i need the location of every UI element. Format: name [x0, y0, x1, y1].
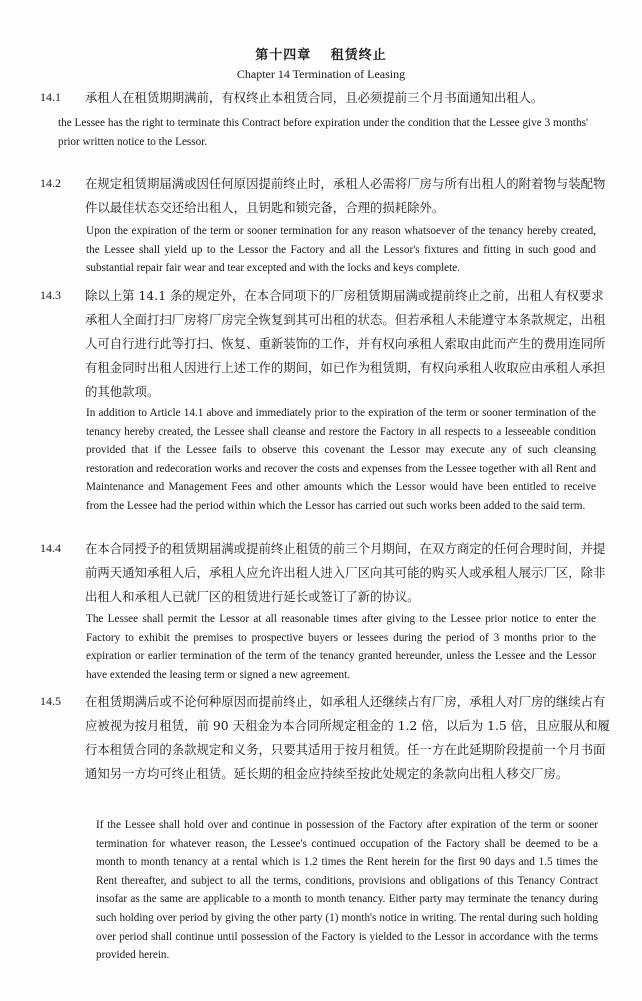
section-number: 14.1 — [40, 90, 61, 104]
section-text-english: If the Lessee shall hold over and continue in possession of the Factory after expiration of the term or sooner termination for whatever reason, the Lessee's continued occupation of the Factory shall be deemed to be a month to month tenancy at a rental which is 1.2 times the Rent herein for the first 90 days and 1.5 times the Rent thereafter, and subject to all the terms, conditions, provisions and obligations of this Tenancy Contract insofar as the same are applicable to a month to month tenancy. Either party may terminate the tenancy during such holding over period by giving the other party (1) month's notice in writing. The rental during such holding over period shall continue until possession of the Factory is yielded to the Lessor in accordance with the terms provided herein. — [96, 819, 598, 962]
section-text-english: Upon the expiration of the term or sooner termination for any reason whatsoever of the tenancy hereby created, the Lessee shall yield up to the Lessor the Factory and all the Lessor's fixtures and fitting in such good and substantial repair fair wear and tear excepted and with the locks and keys complete. — [86, 225, 596, 275]
section-text-chinese: 承租人在租赁期期满前，有权终止本租赁合同，且必须提前三个月书面通知出租人。 — [85, 90, 544, 105]
section-text-chinese: 在本合同授予的租赁期届满或提前终止租赁的前三个月期间，在双方商定的任何合理时间，并提前两天通知承租人后，承租人应允许出租人进入厂区向其可能的购买人或承租人展示厂区，除非出租人和承租人已就厂区的租赁进行延长或签订了新的协议。 — [85, 541, 606, 604]
section-text-english: In addition to Article 14.1 above and immediately prior to the expiration of the term or sooner termination of the tenancy hereby created, the Lessee shall cleanse and restore the Factory in all respects to a lesseeable condition provided that if the Lessee fails to observe this covenant the Lessor may execute any of such cleansing restoration and redecoration works and recover the costs and expenses from the Lessee together with all Rent and Maintenance and Management Fees and other amounts which the Lessor would have been entitled to receive from the Lessee had the period within which the Lessor has carried out such works been added to the said term. — [86, 407, 596, 512]
section-text-chinese: 除以上第 14.1 条的规定外，在本合同项下的厂房租赁期届满或提前终止之前，出租人有权要求承租人全面打扫厂房将厂房完全恢复到其可出租的状态。但若承租人未能遵守本条款规定，出租人可自行进行此等打扫、恢复、重新装饰的工作，并有权向承租人索取由此而产生的费用连同所有租金同时出租人因进行上述工作的期间，如已作为租赁期，有权向承租人收取应由承租人承担的其他款项。 — [85, 288, 606, 399]
section-number: 14.3 — [40, 288, 61, 302]
chapter-title-chinese: 第十四章 租赁终止 — [255, 48, 387, 63]
section-text-chinese: 在租赁期满后或不论何种原因而提前终止，如承租人还继续占有厂房，承租人对厂房的继续占有应被视为按月租赁，前 90 天租金为本合同所规定租金的 1.2 倍，以后为 1.5 倍，且应服从和履行本租赁合同的条款规定和义务，只要其适用于按月租赁。任一方在此延期阶段提前一个月书面通知另一方均可终止租赁。延长期的租金应持续至按此处规定的条款向出租人移交厂房。 — [85, 694, 610, 781]
chapter-title-english: Chapter 14 Termination of Leasing — [236, 67, 406, 81]
section-number: 14.2 — [40, 176, 61, 190]
section-number: 14.5 — [40, 694, 61, 708]
section-text-english: the Lessee has the right to terminate this Contract before expiration under the condition that the Lessee give 3 months' prior written notice to the Lessor. — [58, 117, 588, 148]
section-text-english: The Lessee shall permit the Lessor at all reasonable times after giving to the Lessee prior notice to enter the Factory to exhibit the premises to prospective buyers or lessees during the period of 3 months prior to the expiration or earlier termination of the term of the tenancy granted hereunder, unless the Lessee and the Lessor have extended the leasing term or signed a new agreement. — [86, 613, 596, 681]
section-number: 14.4 — [40, 541, 61, 555]
section-text-chinese: 在规定租赁期届满或因任何原因提前终止时，承租人必需将厂房与所有出租人的附着物与装配物件以最佳状态交还给出租人，且钥匙和锁完备，合理的损耗除外。 — [85, 176, 606, 215]
